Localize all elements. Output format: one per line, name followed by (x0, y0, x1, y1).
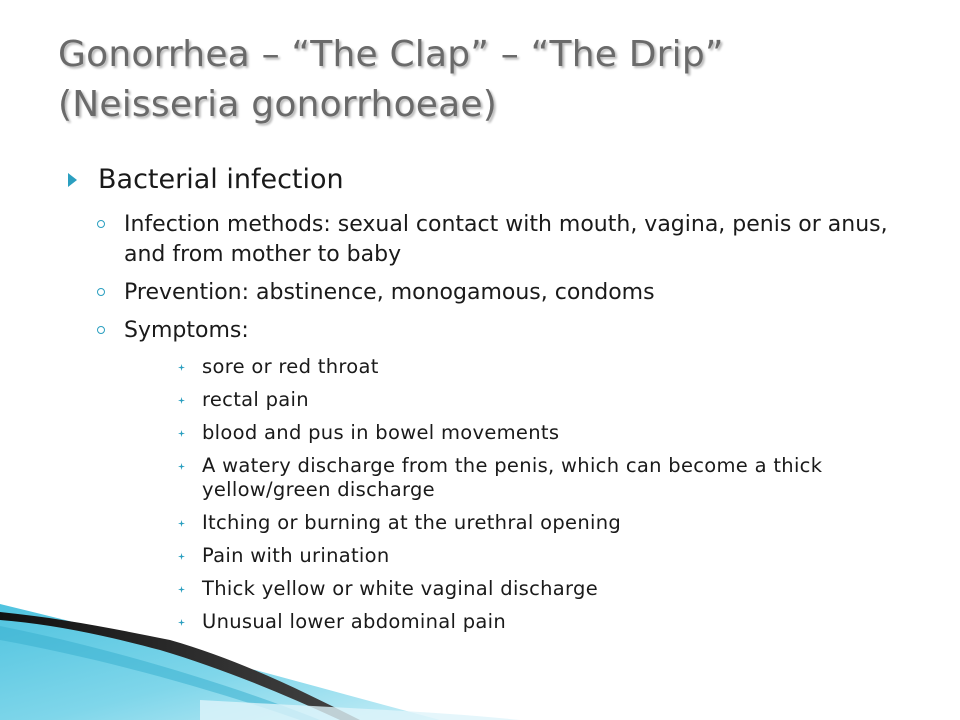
star-bullet-icon (178, 619, 185, 626)
star-bullet-icon (178, 520, 185, 527)
symptom-text: sore or red throat (202, 355, 379, 378)
symptom-item (66, 610, 926, 634)
symptom-text: Itching or burning at the urethral opening (202, 511, 622, 534)
ring-bullet-icon (97, 220, 105, 228)
star-bullet-icon (178, 586, 185, 593)
star-bullet-icon (178, 553, 185, 560)
symptom-item (66, 388, 926, 412)
symptom-item (66, 421, 926, 445)
level1-text: Bacterial infection (98, 164, 344, 195)
ring-bullet-icon (97, 326, 105, 334)
title-line-1: Gonorrhea – “The Clap” – “The Drip” (58, 34, 724, 75)
level2-text: Symptoms: (124, 318, 249, 343)
symptom-text: blood and pus in bowel movements (202, 421, 560, 444)
star-bullet-icon (178, 430, 185, 437)
symptom-item (66, 355, 926, 379)
symptom-item (66, 577, 926, 601)
symptom-item (66, 454, 926, 502)
level2-text: Prevention: abstinence, monogamous, condoms (124, 280, 655, 305)
level2-item-infection-methods (66, 210, 926, 270)
slide-body (66, 158, 926, 634)
level2-text: Infection methods: sexual contact with mouth, vagina, penis or anus, and from mother to baby (124, 212, 888, 267)
symptom-text: A watery discharge from the penis, which can become a thick yellow/green discharge (202, 454, 823, 501)
symptom-item (66, 544, 926, 568)
symptom-item (66, 511, 926, 535)
star-bullet-icon (178, 463, 185, 470)
symptom-text: rectal pain (202, 388, 309, 411)
level2-item-symptoms (66, 316, 926, 346)
symptom-text: Thick yellow or white vaginal discharge (202, 577, 599, 600)
symptom-text: Pain with urination (202, 544, 390, 567)
slide-title (58, 30, 938, 130)
symptom-text: Unusual lower abdominal pain (202, 610, 507, 633)
title-line-2: (Neisseria gonorrhoeae) (58, 84, 497, 125)
level2-item-prevention (66, 278, 926, 308)
triangle-right-icon (68, 173, 77, 187)
star-bullet-icon (178, 397, 185, 404)
level1-item-bacterial-infection (66, 158, 926, 202)
ring-bullet-icon (97, 288, 105, 296)
star-bullet-icon (178, 364, 185, 371)
